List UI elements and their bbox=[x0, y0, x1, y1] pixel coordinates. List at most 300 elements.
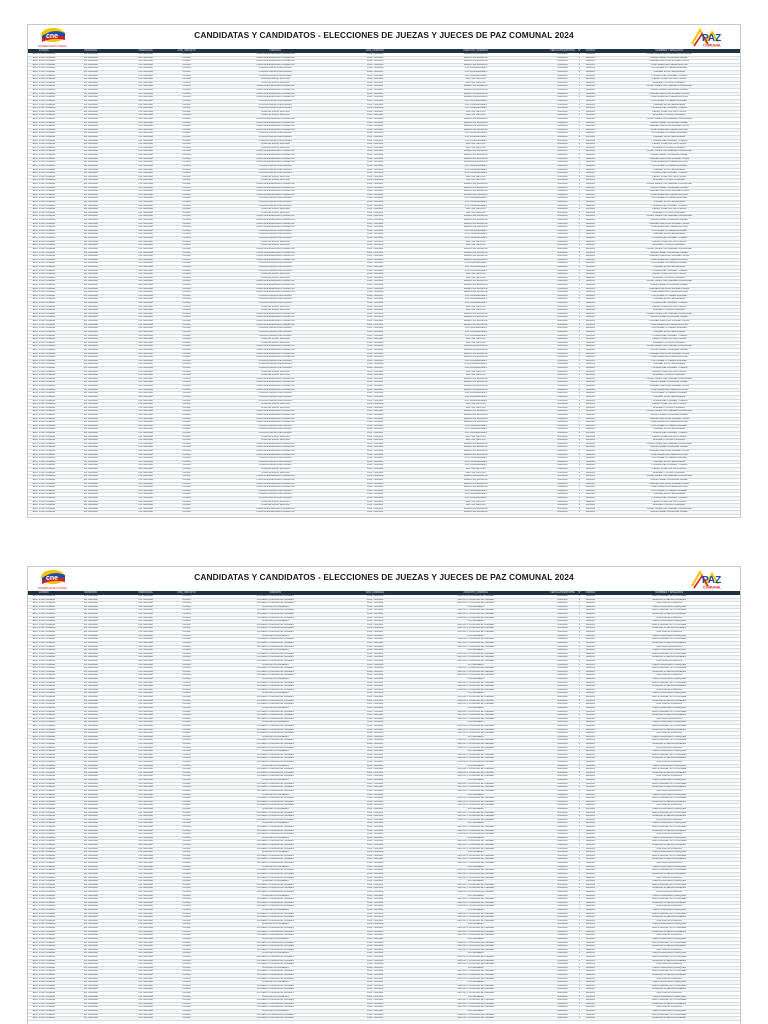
table-cell: COMUNA BRISAS DE PARAMO bbox=[258, 431, 292, 434]
table-cell: 00000000 bbox=[557, 273, 568, 276]
table-cell: 00000000 bbox=[557, 930, 568, 933]
table-cell: 00000000 bbox=[557, 937, 568, 940]
table-cell: A000000 bbox=[585, 453, 596, 456]
table-cell: CONSEJO COMUNAL EL CARMEN bbox=[256, 1002, 294, 1005]
table-cell: CC0000 bbox=[182, 291, 191, 294]
table-cell: COM.- 0000000 bbox=[366, 1002, 384, 1005]
table-cell: CM. ARAURE bbox=[138, 309, 153, 312]
table-cell: A000000 bbox=[585, 782, 596, 785]
table-cell: MP. ARAURE bbox=[83, 984, 98, 987]
table-cell: COM.- 0000000 bbox=[366, 128, 384, 131]
table-cell: EDO. PORTUGUESA bbox=[32, 638, 56, 641]
table-cell: COM.- 0000000 bbox=[366, 757, 384, 760]
table-cell: MARIANA JOSEFINA PAREDES bbox=[652, 641, 686, 644]
table-cell: COM.- 0000000 bbox=[366, 797, 384, 800]
table-cell: 00000000 bbox=[557, 457, 568, 460]
table-cell: ANDREA CAROLINA SUAREZ LOPEZ bbox=[649, 385, 690, 388]
table-cell: EDO. PORTUGUESA bbox=[32, 164, 56, 167]
table-cell: BARRIO EL MIRADOR bbox=[463, 410, 488, 413]
table-cell: LOS CAÑAVERALES bbox=[464, 395, 487, 398]
table-cell: A000000 bbox=[585, 493, 596, 496]
table-cell: CM. ARAURE bbox=[138, 706, 153, 709]
table-cell: JOSE GREGORIO MENDOZA DIAZ bbox=[650, 388, 688, 391]
table-cell: A000000 bbox=[585, 276, 596, 279]
table-cell: CIRCUITO COMUNAL EL CARMEN bbox=[457, 955, 495, 958]
table-cell: CONSEJO COMUNAL EL CARMEN bbox=[256, 652, 294, 655]
table-cell: CC0000 bbox=[182, 53, 191, 55]
table-cell: CM. ARAURE bbox=[138, 605, 153, 608]
table-cell: CC0000 bbox=[182, 327, 191, 330]
column-header: MUNICIPIO bbox=[84, 49, 98, 52]
table-cell: CM. ARAURE bbox=[138, 659, 153, 662]
table-cell: 1 bbox=[578, 67, 581, 70]
table-cell: BARRIO EL MIRADOR bbox=[463, 442, 488, 445]
table-cell: 00000000 bbox=[557, 710, 568, 713]
table-cell: MARIANA JOSEFINA PAREDES bbox=[652, 901, 686, 904]
table-cell: 1 bbox=[578, 710, 581, 713]
table-cell: COM.- 0000000 bbox=[366, 146, 384, 149]
table-cell: CM. ARAURE bbox=[138, 681, 153, 684]
table-cell: BARRIO EL MIRADOR bbox=[463, 63, 488, 66]
table-cell: CONSEJO COMUNAL EL CARMEN bbox=[256, 818, 294, 821]
column-header: ESTADO bbox=[39, 49, 49, 52]
table-cell: COM.- 0000000 bbox=[366, 970, 384, 973]
table-cell: A000000 bbox=[585, 869, 596, 872]
table-cell: COMUNA ESPERANZA PODEROSA bbox=[256, 410, 295, 413]
table-cell: A000000 bbox=[585, 952, 596, 955]
table-cell: 3 bbox=[578, 74, 581, 77]
table-cell: 00000000 bbox=[557, 883, 568, 886]
column-header: CIRCUITO_COMUNAL bbox=[463, 591, 489, 594]
table-cell: COM.- 0000000 bbox=[366, 114, 384, 117]
table-cell: CM. ARAURE bbox=[138, 305, 153, 308]
table-cell: CIRCUITO COMUNAL EL CARMEN bbox=[457, 930, 495, 933]
table-cell: 00000000 bbox=[557, 620, 568, 623]
table-cell: JESUS RAFAEL SOTO ALVAREZ bbox=[651, 1013, 687, 1016]
table-cell: EDO. PORTUGUESA bbox=[32, 128, 56, 131]
table-cell: CLARA VALENTINA JIMENEZ RODRIGUEZ bbox=[646, 345, 692, 348]
table-cell: MP. ARAURE bbox=[83, 595, 98, 597]
table-cell: CC0000 bbox=[182, 598, 191, 601]
table-cell: CC0000 bbox=[182, 1002, 191, 1005]
table-cell: CC0000 bbox=[182, 930, 191, 933]
table-cell: LOS ANGELES bbox=[467, 952, 484, 955]
table-cell: SECTOR CENTRO bbox=[465, 406, 486, 409]
table-cell: LOS CAÑAVERALES bbox=[464, 262, 487, 265]
table-cell: MP. ARAURE bbox=[83, 247, 98, 250]
table-cell: 1 bbox=[578, 999, 581, 1002]
table-cell: EDO. PORTUGUESA bbox=[32, 988, 56, 991]
table-cell: CM. ARAURE bbox=[138, 746, 153, 749]
table-cell: 00000000 bbox=[557, 692, 568, 695]
table-cell: CC0000 bbox=[182, 652, 191, 655]
table-cell: 2 bbox=[578, 168, 581, 171]
table-cell: A000000 bbox=[585, 703, 596, 706]
table-cell: CC0000 bbox=[182, 146, 191, 149]
table-cell: 00000000 bbox=[557, 323, 568, 326]
table-cell: BARRIO EL MIRADOR bbox=[463, 96, 488, 99]
table-cell: CM. ARAURE bbox=[138, 641, 153, 644]
table-cell: MP. ARAURE bbox=[83, 312, 98, 315]
table-cell: EDO. PORTUGUESA bbox=[32, 880, 56, 883]
table-cell: EDO. PORTUGUESA bbox=[32, 125, 56, 128]
table-cell: COM.- 0000000 bbox=[366, 815, 384, 818]
table-cell: 4 bbox=[578, 421, 581, 424]
table-cell: EDO. PORTUGUESA bbox=[32, 511, 56, 514]
table-cell: EDO. PORTUGUESA bbox=[32, 99, 56, 102]
table-cell: CC0000 bbox=[182, 663, 191, 666]
table-cell: COM.- 0000000 bbox=[366, 721, 384, 724]
table-cell: CM. ARAURE bbox=[138, 815, 153, 818]
table-cell: 00000000 bbox=[557, 696, 568, 699]
table-cell: MARIANA JOSEFINA PAREDES bbox=[652, 1002, 686, 1005]
table-cell: EDO. PORTUGUESA bbox=[32, 746, 56, 749]
table-cell: 00000000 bbox=[557, 67, 568, 70]
table-cell: A000000 bbox=[585, 309, 596, 312]
table-cell: A000000 bbox=[585, 356, 596, 359]
table-cell: CM. ARAURE bbox=[138, 883, 153, 886]
table-cell: A000000 bbox=[585, 363, 596, 366]
table-cell: MP. ARAURE bbox=[83, 504, 98, 507]
table-cell: COM.- 0000000 bbox=[366, 182, 384, 185]
table-cell: SECTOR CENTRO bbox=[465, 403, 486, 406]
table-cell: A000000 bbox=[585, 930, 596, 933]
table-cell: COMUNA BRISAS DE PARAMO bbox=[258, 200, 292, 203]
table-cell: MP. ARAURE bbox=[83, 320, 98, 323]
table-cell: A000000 bbox=[585, 489, 596, 492]
table-cell: JESUS RAFAEL SOTO ALVAREZ bbox=[651, 869, 687, 872]
table-cell: 00000000 bbox=[557, 504, 568, 507]
table-cell: EDO. PORTUGUESA bbox=[32, 822, 56, 825]
table-cell: CM. ARAURE bbox=[138, 818, 153, 821]
table-cell: COM.- 0000000 bbox=[366, 63, 384, 66]
table-cell: EDO. PORTUGUESA bbox=[32, 930, 56, 933]
table-cell: COM.- 0000000 bbox=[366, 507, 384, 510]
table-cell: MP. ARAURE bbox=[83, 739, 98, 742]
table-cell: CM. ARAURE bbox=[138, 110, 153, 113]
table-cell: EDO. PORTUGUESA bbox=[32, 714, 56, 717]
table-cell: 00000000 bbox=[557, 110, 568, 113]
table-cell: MP. ARAURE bbox=[83, 732, 98, 735]
table-cell: 00000000 bbox=[557, 312, 568, 315]
table-cell: EDO. PORTUGUESA bbox=[32, 771, 56, 774]
table-cell: MARIA ISABEL GONZALEZ PEREZ bbox=[650, 284, 688, 286]
table-cell: 00000000 bbox=[557, 377, 568, 380]
table-cell: JESUS RAFAEL SOTO ALVAREZ bbox=[651, 811, 687, 814]
table-cell: CONSEJO COMUNAL EL CARMEN bbox=[256, 934, 294, 937]
table-cell: COM.- 0000000 bbox=[366, 872, 384, 875]
table-cell: CLARA VALENTINA JIMENEZ RODRIGUEZ bbox=[646, 85, 692, 88]
table-cell: EDO. PORTUGUESA bbox=[32, 74, 56, 77]
table-cell: CC0000 bbox=[182, 826, 191, 828]
table-cell: CM. ARAURE bbox=[138, 742, 153, 745]
table-cell: 2 bbox=[578, 146, 581, 149]
table-cell: COM.- 0000000 bbox=[366, 670, 384, 673]
table-cell: EDO. PORTUGUESA bbox=[32, 973, 56, 976]
table-cell: MP. ARAURE bbox=[83, 1013, 98, 1016]
table-cell: COM.- 0000000 bbox=[366, 641, 384, 644]
table-cell: EDO. PORTUGUESA bbox=[32, 504, 56, 507]
table-cell: CONSEJO COMUNAL EL CARMEN bbox=[256, 757, 294, 760]
table-cell: 00000000 bbox=[557, 338, 568, 341]
table-cell: COM.- 0000000 bbox=[366, 865, 384, 868]
table-cell: EDO. PORTUGUESA bbox=[32, 851, 56, 854]
table-cell: LOS ANGELES bbox=[467, 807, 484, 810]
table-cell: A000000 bbox=[585, 641, 596, 644]
table-cell: 2 bbox=[578, 265, 581, 268]
table-cell: MP. ARAURE bbox=[83, 923, 98, 926]
table-cell: CC0000 bbox=[182, 717, 191, 720]
table-cell: 1 bbox=[578, 724, 581, 727]
table-cell: EDO. PORTUGUESA bbox=[32, 294, 56, 297]
table-cell: CC0000 bbox=[182, 330, 191, 333]
table-cell: 1 bbox=[578, 750, 581, 753]
table-cell: MP. ARAURE bbox=[83, 175, 98, 178]
table-cell: MP. ARAURE bbox=[83, 121, 98, 124]
table-cell: COM.- 0000000 bbox=[366, 973, 384, 976]
table-cell: A000000 bbox=[585, 858, 596, 861]
table-cell: COM.- 0000000 bbox=[366, 511, 384, 514]
table-cell: MP. ARAURE bbox=[83, 880, 98, 883]
table-cell: MP. ARAURE bbox=[83, 435, 98, 438]
table-cell: LOS CAÑAVERALES bbox=[464, 103, 487, 106]
table-cell: MP. ARAURE bbox=[83, 782, 98, 785]
table-cell: CARLOS EDUARDO MARQUEZ bbox=[652, 807, 687, 810]
table-cell: JOSE GREGORIO MENDOZA DIAZ bbox=[650, 96, 688, 99]
table-cell: MP. ARAURE bbox=[83, 890, 98, 893]
svg-text:PODER ELECTORAL: PODER ELECTORAL bbox=[38, 586, 68, 590]
table-cell: COMUNA ESPERANZA PODEROSA bbox=[256, 486, 295, 489]
table-cell: 1 bbox=[578, 175, 581, 178]
table-cell: ANA KARINA VILLEGAS bbox=[656, 775, 682, 778]
table-cell: 1 bbox=[578, 377, 581, 380]
table-cell: 3 bbox=[578, 905, 581, 908]
table-cell: MP. ARAURE bbox=[83, 164, 98, 167]
table-cell: COM.- 0000000 bbox=[366, 500, 384, 503]
table-cell: EDO. PORTUGUESA bbox=[32, 829, 56, 832]
table-cell: 1 bbox=[578, 53, 581, 55]
table-cell: COMUNA LOS ANGELES bbox=[261, 764, 289, 767]
table-cell: MP. ARAURE bbox=[83, 674, 98, 677]
table-cell: 3 bbox=[578, 367, 581, 370]
table-cell: COM.- 0000000 bbox=[366, 413, 384, 416]
table-cell: COM.- 0000000 bbox=[366, 150, 384, 153]
table-cell: CM. ARAURE bbox=[138, 74, 153, 77]
table-cell: 1 bbox=[578, 327, 581, 330]
table-cell: 00000000 bbox=[557, 703, 568, 706]
table-cell: CM. ARAURE bbox=[138, 240, 153, 243]
table-cell: COM.- 0000000 bbox=[366, 786, 384, 789]
table-cell: COM.- 0000000 bbox=[366, 175, 384, 178]
table-cell: CM. ARAURE bbox=[138, 154, 153, 157]
table-cell: 00000000 bbox=[557, 952, 568, 955]
table-cell: COM.- 0000000 bbox=[366, 164, 384, 167]
table-cell: PEDRO JOSE CASTILLO MORA bbox=[652, 110, 687, 113]
table-cell: CIRCUITO COMUNAL EL CARMEN bbox=[457, 681, 495, 684]
table-cell: 00000000 bbox=[557, 797, 568, 800]
table-cell: COM.- 0000000 bbox=[366, 99, 384, 102]
table-cell: 00000000 bbox=[557, 1006, 568, 1009]
table-cell: COM.- 0000000 bbox=[366, 771, 384, 774]
table-cell: COMUNA LOS ANGELES bbox=[261, 836, 289, 839]
table-cell: CIRCUITO COMUNAL EL CARMEN bbox=[457, 963, 495, 966]
table-cell: BARRIO EL MIRADOR bbox=[463, 182, 488, 185]
table-cell: CC0000 bbox=[182, 370, 191, 373]
table-cell: 2 bbox=[578, 81, 581, 84]
table-cell: MARIA ISABEL GONZALEZ PEREZ bbox=[650, 154, 688, 157]
table-cell: COMUNA LOS ANGELES bbox=[261, 865, 289, 868]
table-cell: EDO. PORTUGUESA bbox=[32, 204, 56, 207]
table-cell: COMUNA ESPERANZA PODEROSA bbox=[256, 60, 295, 63]
table-cell: CC0000 bbox=[182, 742, 191, 745]
table-cell: BARRIO EL MIRADOR bbox=[463, 150, 488, 153]
table-cell: 3 bbox=[578, 818, 581, 821]
table-cell: 00000000 bbox=[557, 417, 568, 420]
table-cell: MP. ARAURE bbox=[83, 330, 98, 333]
table-cell: COM.- 0000000 bbox=[366, 367, 384, 370]
table-cell: CC0000 bbox=[182, 168, 191, 171]
table-row bbox=[28, 1017, 740, 1021]
table-cell: 00000000 bbox=[557, 789, 568, 792]
table-cell: EDO. PORTUGUESA bbox=[32, 696, 56, 699]
table-cell: CM. ARAURE bbox=[138, 338, 153, 341]
table-cell: CC0000 bbox=[182, 182, 191, 185]
table-cell: 3 bbox=[578, 963, 581, 966]
table-cell: COM.- 0000000 bbox=[366, 717, 384, 720]
table-cell: CC0000 bbox=[182, 840, 191, 843]
table-cell: EDO. PORTUGUESA bbox=[32, 298, 56, 301]
table-cell: JOSE GREGORIO MENDOZA DIAZ bbox=[650, 161, 688, 164]
table-cell: EDO. PORTUGUESA bbox=[32, 750, 56, 753]
table-cell: BARRIO EL MIRADOR bbox=[463, 89, 488, 92]
table-cell: 1 bbox=[578, 143, 581, 146]
table-cell: JESUS RAFAEL SOTO ALVAREZ bbox=[651, 753, 687, 756]
table-cell: MP. ARAURE bbox=[83, 952, 98, 955]
table-cell: 00000000 bbox=[557, 858, 568, 861]
table-cell: CM. ARAURE bbox=[138, 71, 153, 74]
table-cell: MP. ARAURE bbox=[83, 464, 98, 467]
svg-text:cne: cne bbox=[46, 575, 59, 582]
table-cell: LOS ANGELES bbox=[467, 995, 484, 998]
table-cell: MP. ARAURE bbox=[83, 341, 98, 344]
table-cell: COMUNA BRISAS DE PARAMO bbox=[258, 136, 292, 139]
table-cell: MP. ARAURE bbox=[83, 309, 98, 312]
table-cell: MP. ARAURE bbox=[83, 143, 98, 146]
table-cell: MP. ARAURE bbox=[83, 941, 98, 944]
table-cell: COMUNA BRISAS DE PARAMO bbox=[258, 399, 292, 402]
table-cell: EDO. PORTUGUESA bbox=[32, 1002, 56, 1005]
table-cell: CM. ARAURE bbox=[138, 204, 153, 207]
table-cell: CC0000 bbox=[182, 237, 191, 240]
table-cell: BARRIO EL MIRADOR bbox=[463, 356, 488, 359]
table-cell: EDO. PORTUGUESA bbox=[32, 63, 56, 66]
table-cell: CC0000 bbox=[182, 464, 191, 467]
table-cell: CM. ARAURE bbox=[138, 442, 153, 445]
table-cell: BARRIO EL MIRADOR bbox=[463, 316, 488, 319]
table-cell: CM. ARAURE bbox=[138, 78, 153, 81]
table-cell: EDO. PORTUGUESA bbox=[32, 977, 56, 980]
table-cell: CONSEJO COMUNAL EL CARMEN bbox=[256, 627, 294, 630]
table-cell: COM.- 0000000 bbox=[366, 909, 384, 912]
table-cell: COM.- 0000000 bbox=[366, 714, 384, 717]
table-cell: 3 bbox=[578, 190, 581, 193]
table-cell: CM. ARAURE bbox=[138, 385, 153, 388]
table-cell: CC0000 bbox=[182, 406, 191, 409]
table-cell: CM. ARAURE bbox=[138, 504, 153, 507]
table-cell: CM. ARAURE bbox=[138, 464, 153, 467]
table-cell: LUIS ALBERTO PEREZ RAMIREZ bbox=[651, 197, 687, 200]
table-cell: COM.- 0000000 bbox=[366, 255, 384, 258]
table-cell: 1 bbox=[578, 638, 581, 641]
table-cell: EDO. PORTUGUESA bbox=[32, 753, 56, 756]
table-cell: A000000 bbox=[585, 973, 596, 976]
table-cell: CIRCUITO COMUNAL EL CARMEN bbox=[457, 945, 495, 948]
table-cell: COMUNA BRISAS DE PARAMO bbox=[258, 204, 292, 207]
table-cell: CONSEJO COMUNAL EL CARMEN bbox=[256, 890, 294, 893]
table-cell: CM. ARAURE bbox=[138, 403, 153, 406]
table-cell: LOS CAÑAVERALES bbox=[464, 298, 487, 301]
table-cell: COM.- 0000000 bbox=[366, 450, 384, 453]
table-cell: ANA KARINA VILLEGAS bbox=[656, 905, 682, 908]
table-cell: 00000000 bbox=[557, 450, 568, 453]
table-cell: COM.- 0000000 bbox=[366, 359, 384, 362]
table-cell: ANDREA CAROLINA SUAREZ LOPEZ bbox=[649, 125, 690, 128]
table-cell: 1 bbox=[578, 851, 581, 854]
table-cell: COMUNA ESPERANZA PODEROSA bbox=[256, 421, 295, 424]
table-cell: CC0000 bbox=[182, 847, 191, 850]
table-cell: JESUS RAFAEL SOTO ALVAREZ bbox=[651, 652, 687, 655]
column-header: CEDULA/PASAPORTE bbox=[550, 591, 575, 594]
table-cell: 00000000 bbox=[557, 154, 568, 157]
table-cell: CM. ARAURE bbox=[138, 302, 153, 305]
table-cell: BARRIO EL MIRADOR bbox=[463, 345, 488, 348]
table-cell: 3 bbox=[578, 450, 581, 453]
table-cell: COMUNA ESPERANZA PODEROSA bbox=[256, 247, 295, 250]
table-cell: 00000000 bbox=[557, 136, 568, 139]
table-cell: COM.- 0000000 bbox=[366, 406, 384, 409]
table-cell: COM.- 0000000 bbox=[366, 395, 384, 398]
table-cell: CARMEN ROSA HERNANDEZ bbox=[653, 395, 686, 398]
table-cell: CC0000 bbox=[182, 883, 191, 886]
table-cell: 00000000 bbox=[557, 609, 568, 612]
table-cell: MP. ARAURE bbox=[83, 789, 98, 792]
table-cell: MP. ARAURE bbox=[83, 136, 98, 139]
table-cell: CM. ARAURE bbox=[138, 631, 153, 634]
table-cell: CC0000 bbox=[182, 96, 191, 99]
table-cell: EDO. PORTUGUESA bbox=[32, 768, 56, 771]
table-cell: 1 bbox=[578, 280, 581, 283]
table-cell: YOLIMAR DEL CARMEN TORRES bbox=[651, 172, 688, 175]
table-cell: EDO. PORTUGUESA bbox=[32, 952, 56, 955]
table-cell: ELIZABETH RIVAS CORDERO bbox=[653, 309, 686, 312]
table-cell: 00000000 bbox=[557, 840, 568, 843]
table-cell: CLARA VALENTINA JIMENEZ RODRIGUEZ bbox=[646, 312, 692, 315]
table-cell: CC0000 bbox=[182, 478, 191, 481]
table-cell: CC0000 bbox=[182, 172, 191, 175]
table-cell: EDO. PORTUGUESA bbox=[32, 92, 56, 95]
table-cell: A000000 bbox=[585, 421, 596, 424]
table-cell: A000000 bbox=[585, 728, 596, 731]
table-cell: COM.- 0000000 bbox=[366, 345, 384, 348]
table-cell: MP. ARAURE bbox=[83, 717, 98, 720]
table-cell: ANA KARINA VILLEGAS bbox=[656, 804, 682, 807]
table-cell: COMUNA BRISAS DE PARAMO bbox=[258, 363, 292, 366]
table-cell: MP. ARAURE bbox=[83, 374, 98, 377]
table-cell: CONSEJO COMUNAL EL CARMEN bbox=[256, 1013, 294, 1016]
table-cell: A000000 bbox=[585, 1006, 596, 1009]
table-cell: 3 bbox=[578, 934, 581, 937]
table-cell: A000000 bbox=[585, 121, 596, 124]
